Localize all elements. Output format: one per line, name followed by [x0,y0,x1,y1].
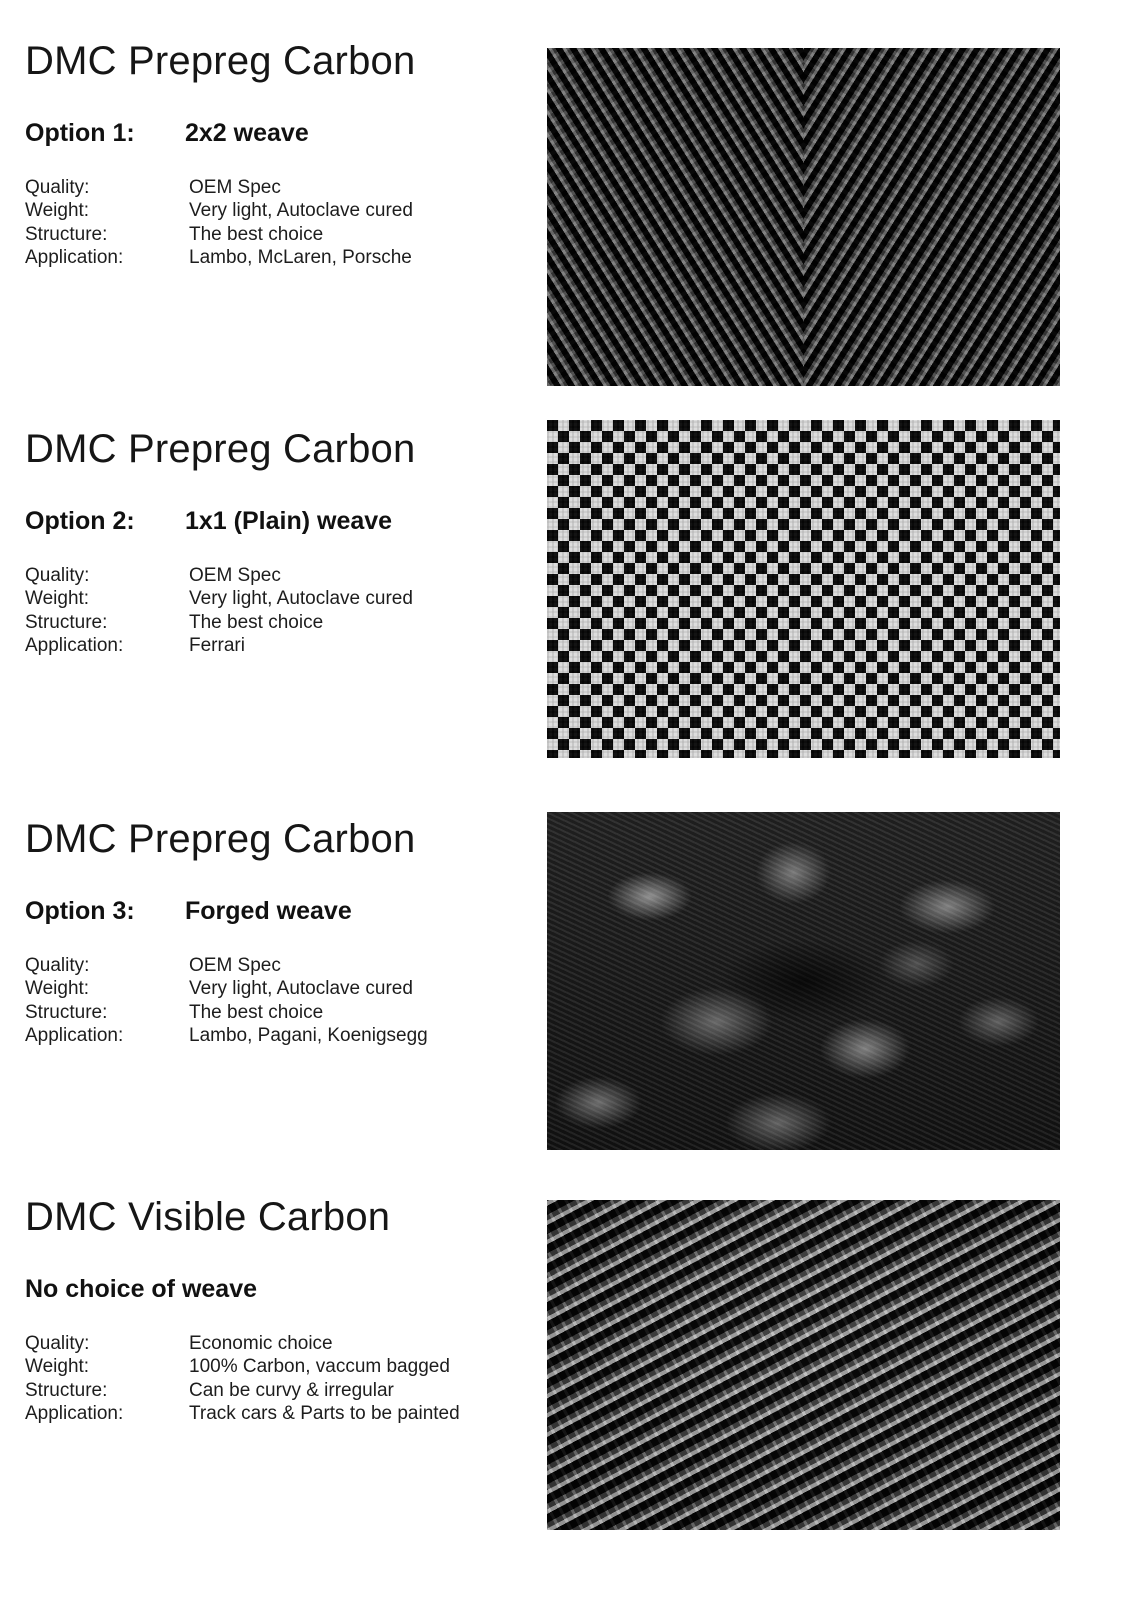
label-weight: Weight: [25,1356,90,1378]
value-quality: Economic choice [189,1332,333,1354]
label-quality: Quality: [25,954,90,976]
carbon-forged-weave-sample [547,812,1060,1150]
table-row [25,564,413,588]
table-row [25,1024,428,1048]
table-row [25,1355,460,1379]
table-row [25,199,413,223]
table-row [25,176,413,200]
label-weight: Weight: [25,588,90,610]
label-structure: Structure: [25,611,108,633]
option-3-prefix: Option 3: [25,897,135,925]
value-structure: The best choice [189,223,324,245]
plain-weave-overlay [547,420,1060,758]
table-row [25,1001,428,1025]
option-3-name: Forged weave [185,897,352,925]
page-title-3: DMC Prepreg Carbon [25,817,416,861]
value-structure: The best choice [189,611,324,633]
label-application: Application: [25,247,124,269]
carbon-2x2-weave-sample [547,48,1060,386]
label-quality: Quality: [25,176,90,198]
label-quality: Quality: [25,564,90,586]
label-weight: Weight: [25,978,90,1000]
option-3-heading [25,898,525,926]
weave-right-half [804,48,1061,386]
option-1-heading [25,120,525,148]
option-4-name: No choice of weave [25,1275,258,1303]
label-structure: Structure: [25,1001,108,1023]
option-3-spec-table [25,954,428,1048]
label-quality: Quality: [25,1332,90,1354]
value-application: Ferrari [189,635,245,657]
table-row [25,611,413,635]
section-option-2 [0,428,1131,778]
value-quality: OEM Spec [189,176,281,198]
section-option-1 [0,40,1131,390]
value-weight: 100% Carbon, vaccum bagged [189,1356,450,1378]
table-row [25,977,428,1001]
section-1-text-column [25,40,525,270]
table-row [25,223,413,247]
carbon-plain-weave-sample [547,420,1060,758]
option-2-prefix: Option 2: [25,507,135,535]
table-row [25,954,428,978]
section-4-text-column [25,1196,525,1426]
label-application: Application: [25,1025,124,1047]
value-weight: Very light, Autoclave cured [189,978,413,1000]
option-2-heading [25,508,525,536]
page-title-1: DMC Prepreg Carbon [25,39,416,83]
table-row [25,1402,460,1426]
option-2-spec-table [25,564,413,658]
label-structure: Structure: [25,223,108,245]
section-option-3 [0,818,1131,1168]
value-application: Lambo, McLaren, Porsche [189,247,412,269]
value-structure: Can be curvy & irregular [189,1379,394,1401]
visible-carbon-sample [547,1200,1060,1530]
page-title-4: DMC Visible Carbon [25,1195,391,1239]
value-application: Track cars & Parts to be painted [189,1403,460,1425]
table-row [25,587,413,611]
value-weight: Very light, Autoclave cured [189,200,413,222]
option-2-name: 1x1 (Plain) weave [185,507,393,535]
label-application: Application: [25,1403,124,1425]
value-application: Lambo, Pagani, Koenigsegg [189,1025,428,1047]
table-row [25,246,413,270]
section-3-text-column [25,818,525,1048]
value-quality: OEM Spec [189,564,281,586]
value-quality: OEM Spec [189,954,281,976]
label-application: Application: [25,635,124,657]
value-weight: Very light, Autoclave cured [189,588,413,610]
page-title-2: DMC Prepreg Carbon [25,427,416,471]
visible-carbon-spec-table [25,1332,460,1426]
table-row [25,634,413,658]
no-choice-heading [25,1276,525,1304]
section-visible-carbon [0,1196,1131,1566]
weave-left-half [547,48,804,386]
option-1-spec-table [25,176,413,270]
table-row [25,1379,460,1403]
option-1-prefix: Option 1: [25,119,135,147]
section-2-text-column [25,428,525,658]
label-structure: Structure: [25,1379,108,1401]
table-row [25,1332,460,1356]
value-structure: The best choice [189,1001,324,1023]
option-1-name: 2x2 weave [185,119,309,147]
label-weight: Weight: [25,200,90,222]
